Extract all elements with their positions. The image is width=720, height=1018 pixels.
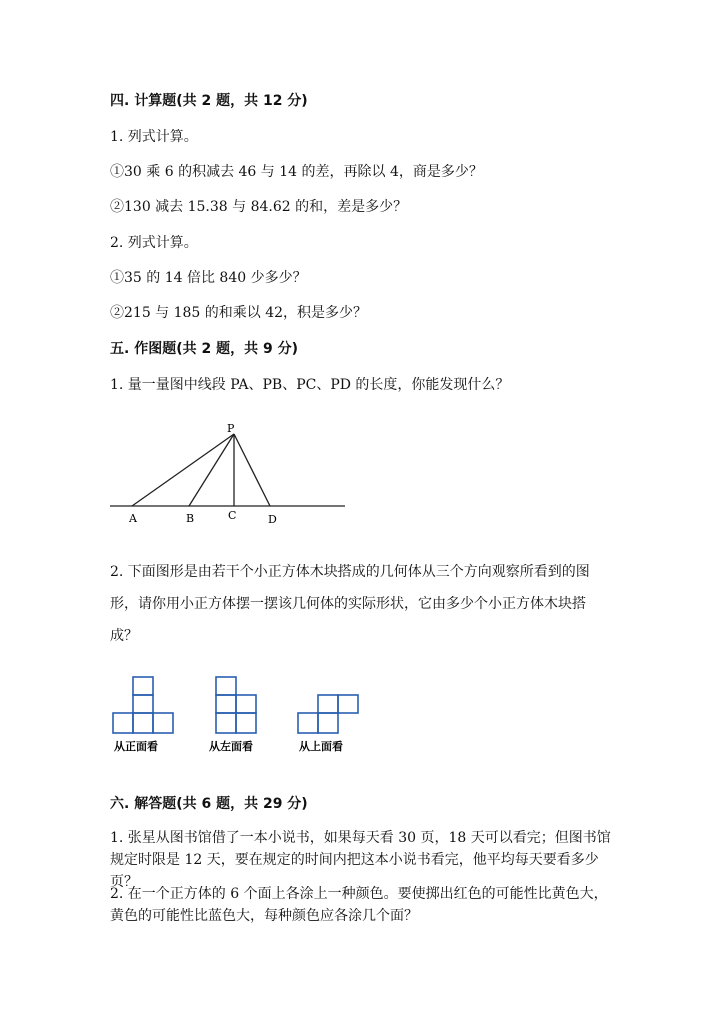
front-view-caption: 从正面看 [114,740,158,753]
label-p: P [227,422,235,435]
section-4-q1-title: 1. 列式计算。 [110,129,198,145]
label-d: D [268,513,277,526]
section-4-q1-part-a: ①30 乘 6 的积减去 46 与 14 的差，再除以 4，商是多少？ [110,164,483,180]
top-view-caption: 从上面看 [299,740,343,753]
section-6-heading: 六. 解答题(共 6 题，共 29 分) [110,796,308,812]
label-a: A [129,512,137,525]
top-view [298,695,358,733]
section-4-q1-part-b: ②130 减去 15.38 与 84.62 的和，差是多少？ [110,199,408,215]
section-5-heading: 五. 作图题(共 2 题，共 9 分) [110,341,298,357]
section-4-q2-part-b: ②215 与 185 的和乘以 42，积是多少？ [110,305,368,321]
segment-pd [234,434,270,506]
section-6-q1: 1. 张星从图书馆借了一本小说书，如果每天看 30 页，18 天可以看完；但图书馆规定时限是 12 天，要在规定的时间内把这本小说书看完，他平均每天要看多少页？ [110,830,611,890]
segments-figure [100,415,360,530]
front-view [113,677,173,733]
section-5-q1: 1. 量一量图中线段 PA、PB、PC、PD 的长度，你能发现什么？ [110,377,510,393]
label-b: B [186,512,195,525]
section-4-heading: 四. 计算题(共 2 题，共 12 分) [110,93,308,109]
segment-pa [132,434,234,506]
section-4-q2-title: 2. 列式计算。 [110,235,198,251]
section-6-q2: 2. 在一个正方体的 6 个面上各涂上一种颜色。要使掷出红色的可能性比黄色大，黄色的可能性比蓝色大，每种颜色应各涂几个面？ [110,886,608,924]
section-5-q2: 2. 下面图形是由若干个小正方体木块搭成的几何体从三个方向观察所看到的图形，请你用小正方体摆一摆该几何体的实际形状，它由多少个小正方体木块搭成？ [110,564,590,644]
left-view [216,677,256,733]
label-c: C [228,509,237,522]
section-4-q2-part-a: ①35 的 14 倍比 840 少多少？ [110,270,307,286]
segment-pb [189,434,234,506]
left-view-caption: 从左面看 [209,740,253,753]
three-views-figure [105,672,375,762]
